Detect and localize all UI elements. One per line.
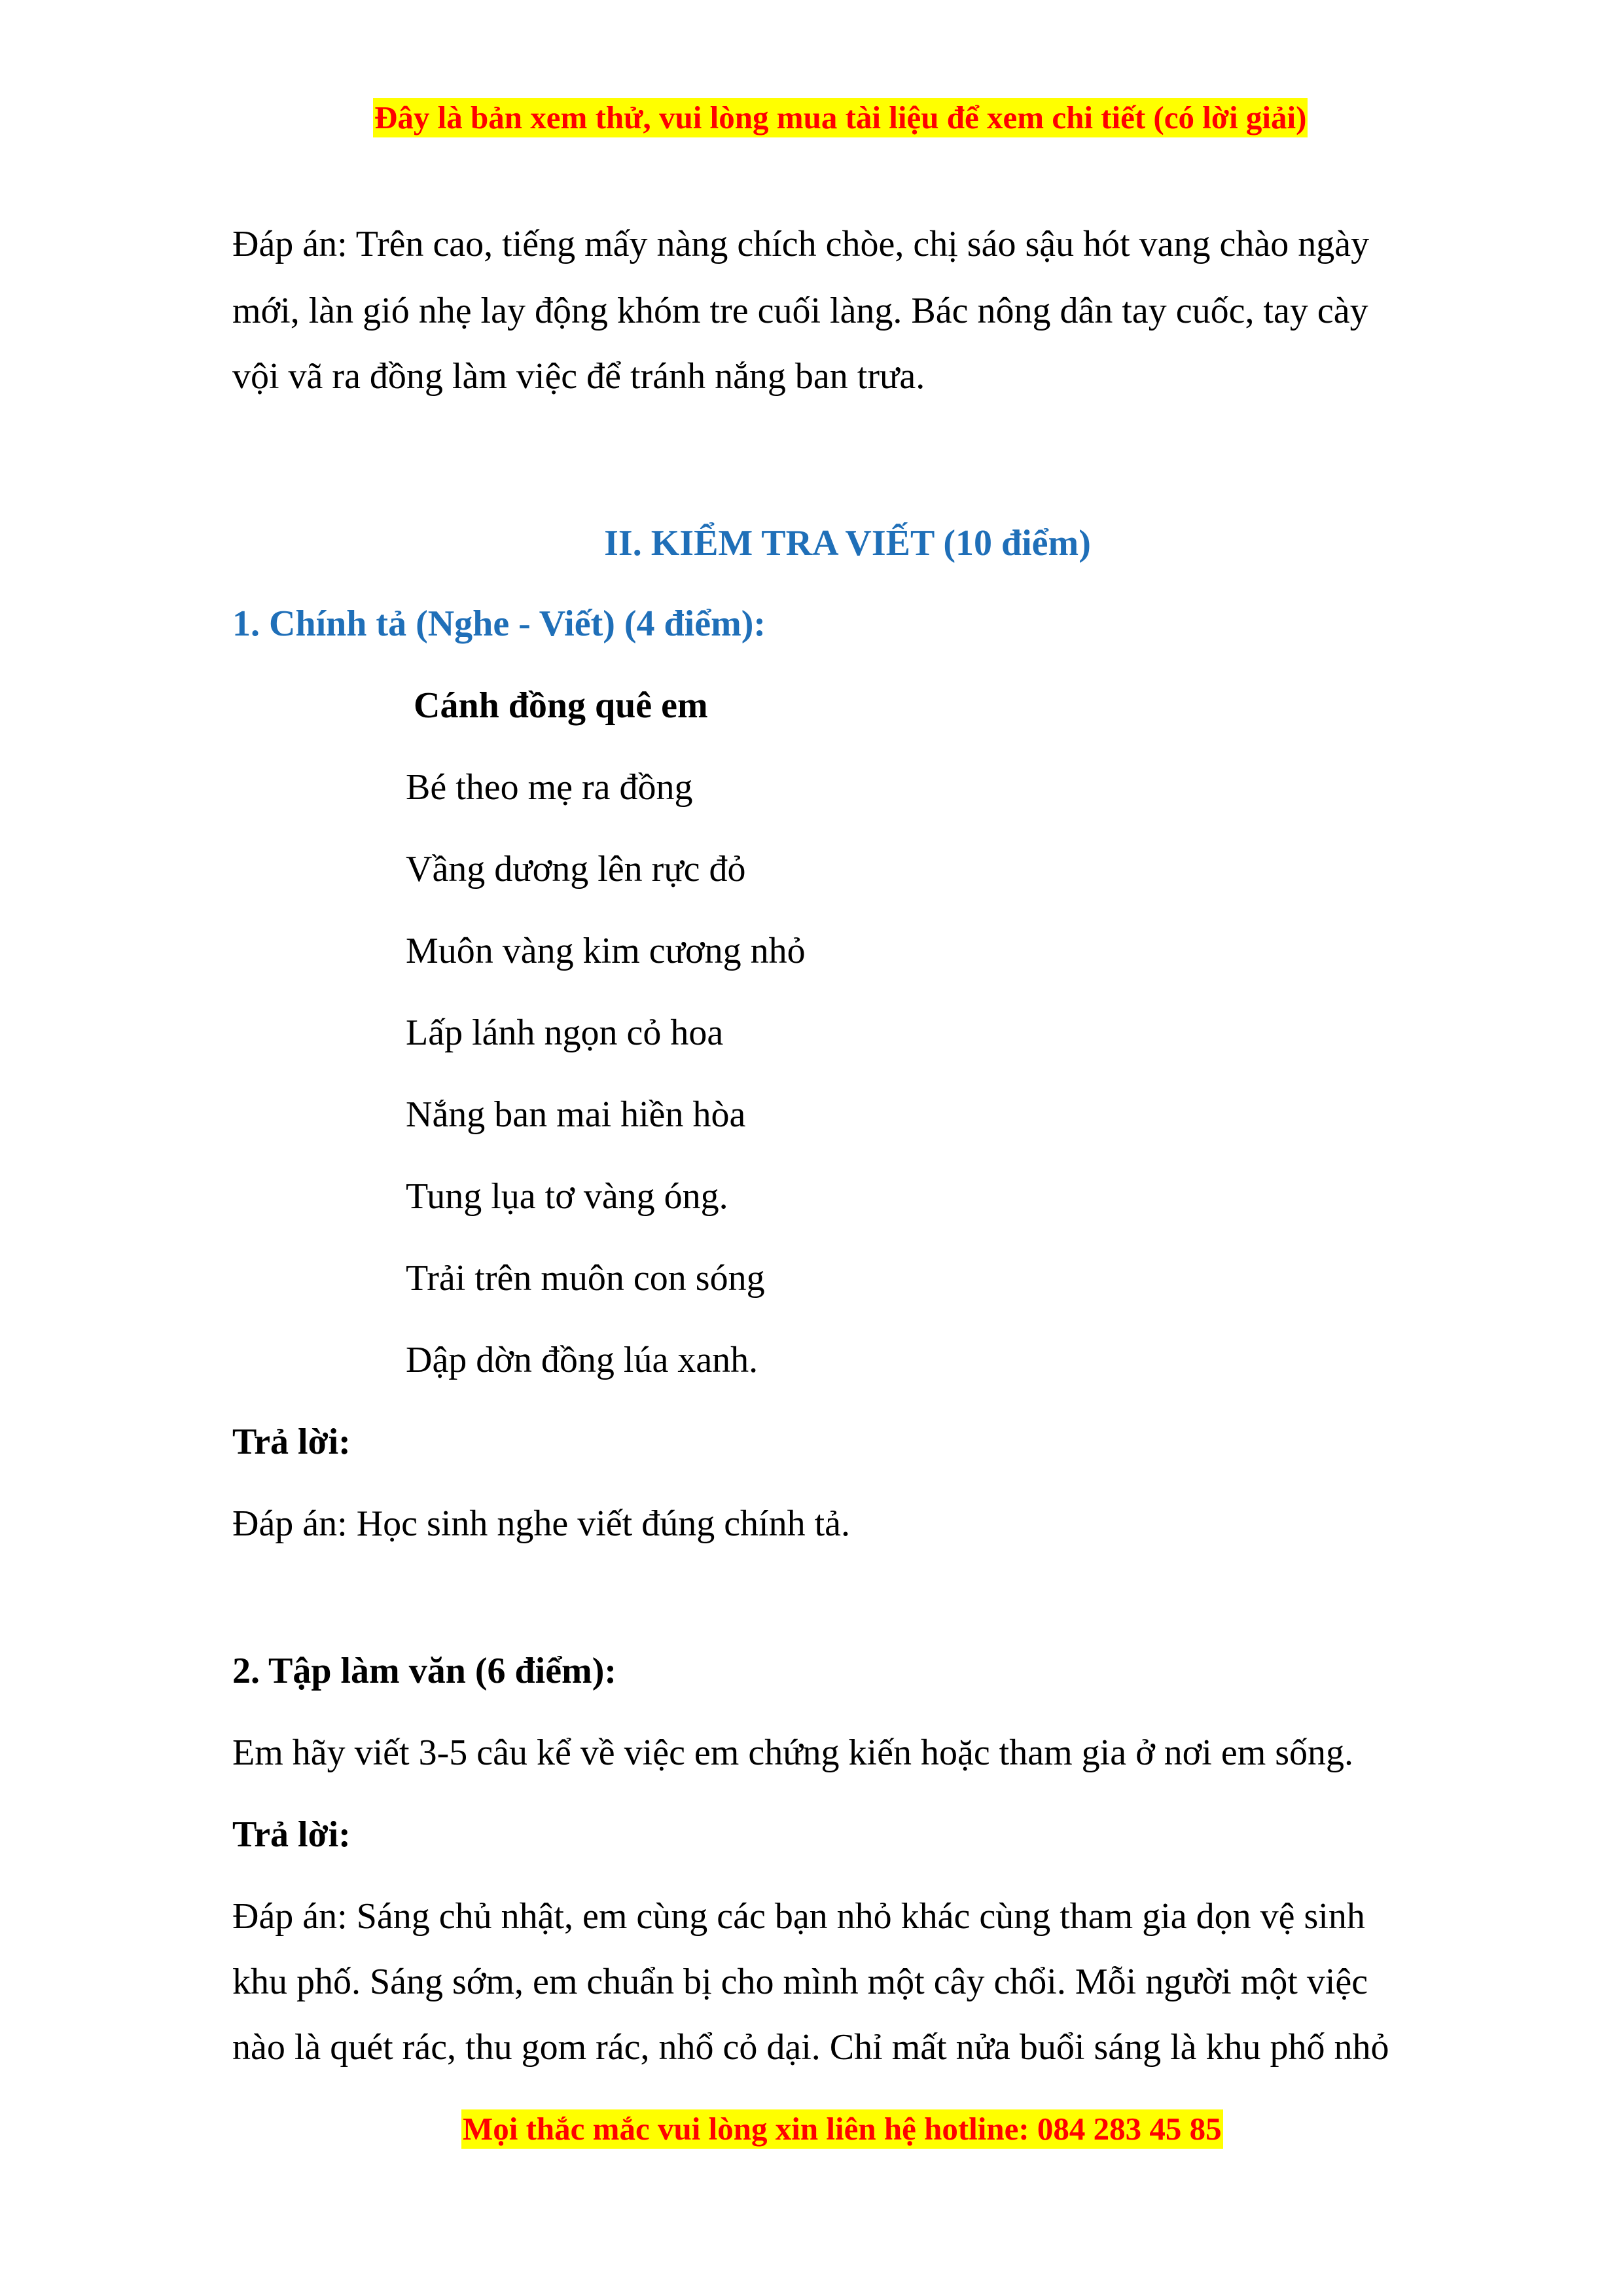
part1-answer-label: Trả lời: bbox=[232, 1422, 351, 1462]
poem-line: Vầng dương lên rực đỏ bbox=[406, 849, 746, 889]
part1-answer: Đáp án: Học sinh nghe viết đúng chính tả. bbox=[232, 1503, 851, 1544]
part2-prompt: Em hãy viết 3-5 câu kể về việc em chứng kiến hoặc tham gia ở nơi em sống. bbox=[232, 1732, 1354, 1773]
part1-heading: 1. Chính tả (Nghe - Viết) (4 điểm): bbox=[232, 603, 766, 644]
part2-answer-line-2: khu phố. Sáng sớm, em chuẩn bị cho mình một cây chổi. Mỗi người một việc bbox=[232, 1962, 1368, 2002]
section-title: II. KIỂM TRA VIẾT (10 điểm) bbox=[604, 523, 1091, 564]
part2-answer-line-1: Đáp án: Sáng chủ nhật, em cùng các bạn nhỏ khác cùng tham gia dọn vệ sinh bbox=[232, 1896, 1365, 1937]
poem-line: Trải trên muôn con sóng bbox=[406, 1258, 765, 1299]
answer-paragraph-line-2: mới, làn gió nhẹ lay động khóm tre cuối làng. Bác nông dân tay cuốc, tay cày bbox=[232, 291, 1368, 331]
poem-line: Tung lụa tơ vàng óng. bbox=[406, 1176, 728, 1217]
part2-answer-label: Trả lời: bbox=[232, 1814, 351, 1855]
poem-line: Dập dờn đồng lúa xanh. bbox=[406, 1340, 758, 1380]
part2-heading: 2. Tập làm văn (6 điểm): bbox=[232, 1651, 616, 1691]
poem-line: Bé theo mẹ ra đồng bbox=[406, 767, 693, 808]
preview-notice-banner: Đây là bản xem thử, vui lòng mua tài liệu để xem chi tiết (có lời giải) bbox=[373, 98, 1308, 137]
poem-line: Nắng ban mai hiền hòa bbox=[406, 1094, 746, 1135]
answer-paragraph-line-3: vội vã ra đồng làm việc để tránh nắng ban trưa. bbox=[232, 356, 925, 397]
poem-line: Muôn vàng kim cương nhỏ bbox=[406, 931, 806, 971]
answer-paragraph-line-1: Đáp án: Trên cao, tiếng mấy nàng chích chòe, chị sáo sậu hót vang chào ngày bbox=[232, 224, 1370, 264]
part2-answer-line-3: nào là quét rác, thu gom rác, nhổ cỏ dại. Chỉ mất nửa buổi sáng là khu phố nhỏ bbox=[232, 2027, 1389, 2068]
poem-line: Lấp lánh ngọn cỏ hoa bbox=[406, 1013, 724, 1053]
hotline-footer-banner: Mọi thắc mắc vui lòng xin liên hệ hotline: 084 283 45 85 bbox=[461, 2109, 1223, 2149]
poem-title: Cánh đồng quê em bbox=[414, 685, 708, 726]
